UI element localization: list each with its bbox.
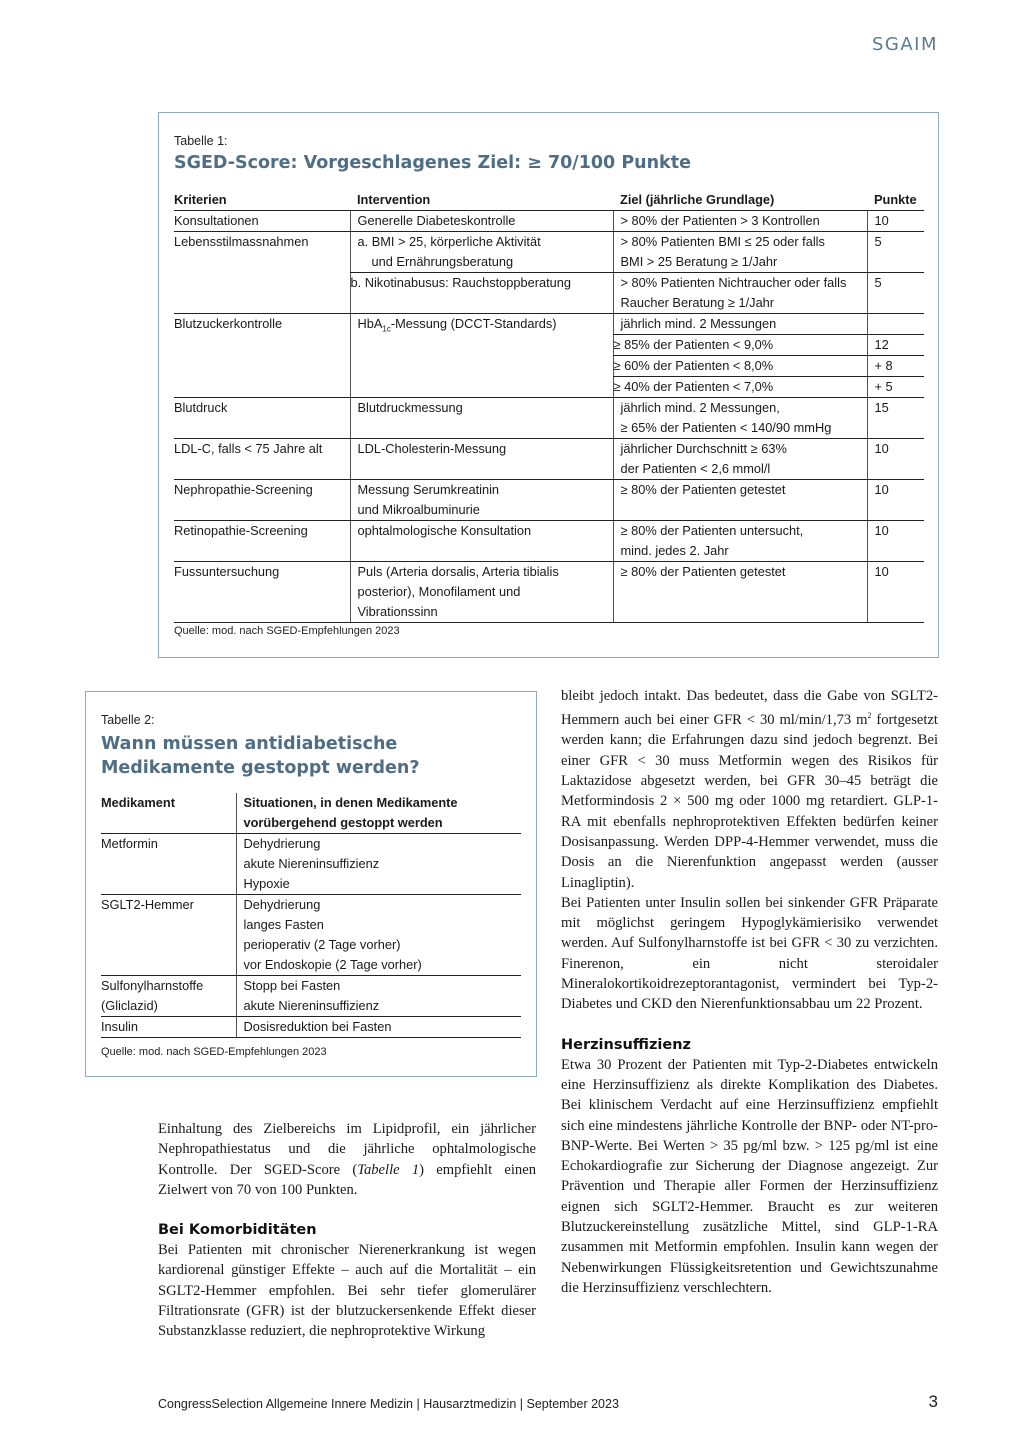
table-cell — [613, 273, 867, 314]
table-cell — [350, 562, 613, 623]
cell-line: ≥ 80% der Patienten untersucht, — [620, 523, 804, 538]
table-cell: Dosisreduktion bei Fasten — [236, 1017, 521, 1038]
cell-line: Sulfonylharnstoffe — [101, 978, 204, 993]
cell-line: Puls (Arteria dorsalis, Arteria tibialis — [357, 564, 559, 579]
table2-header-row — [101, 793, 521, 834]
right-column — [561, 686, 938, 1298]
table-cell: jährlich mind. 2 Messungen — [613, 314, 867, 335]
cell-line: Messung Serumkreatinin — [357, 482, 500, 497]
table2-box — [85, 691, 537, 1077]
table1-header: Ziel (jährliche Grundlage) — [613, 190, 867, 211]
table-row — [101, 834, 521, 895]
text-span: Einhaltung des Zielbereichs im Lipidprofil, ein jährlicher Nephropathiestatus und die jährliche ophtalmologische Kontrolle. Der SGED-Score ( — [158, 1121, 536, 1178]
table-cell — [350, 232, 613, 273]
cell-line: akute Niereninsuffizienz — [243, 998, 380, 1013]
table-cell — [236, 895, 521, 976]
table-cell — [350, 314, 613, 398]
table-row — [101, 976, 521, 1017]
table-cell: ≥ 85% der Patienten < 9,0% — [613, 335, 867, 356]
cell-line: > 80% Patienten Nichtraucher oder falls — [620, 275, 847, 290]
table-cell: + 5 — [867, 377, 924, 398]
cell-line: jährlich mind. 2 Messungen, — [620, 400, 780, 415]
table-cell: ophtalmologische Konsultation — [350, 521, 613, 562]
superscript: 2 — [867, 711, 872, 721]
table2-source: Quelle: mod. nach SGED-Empfehlungen 2023 — [101, 1046, 327, 1058]
table-cell: LDL-C, falls < 75 Jahre alt — [174, 439, 350, 480]
cell-line: BMI > 25 Beratung ≥ 1/Jahr — [620, 254, 778, 269]
table-cell: Konsultationen — [174, 211, 350, 232]
table-cell — [350, 480, 613, 521]
table-row — [174, 398, 924, 439]
text-span: bleibt jedoch intakt. Das bedeutet, dass die Gabe von SGLT2-Hemmern auch bei einer GFR < 30 ml/min/1,73 m — [561, 688, 938, 729]
table-cell: + 8 — [867, 356, 924, 377]
table-reference: Tabelle 1 — [357, 1161, 420, 1178]
paragraph: Etwa 30 Prozent der Patienten mit Typ-2-Diabetes entwickeln eine Herzinsuffizienz als direkte Komplikation des Diabetes. Bei klinischem Verdacht auf eine Herzinsuffizienz empfiehlt sich eine mindestens jährliche Kontrolle der BNP- oder NT-pro-BNP-Werte. Bei Werten > 35 pg/ml bzw. > 125 pg/ml ist eine Echokardiografie zur Sicherung der Diagnose angezeigt. Zur Prävention und Therapie aller Formen der Herzinsuffizienz eignen sich SGLT2-Hemmer. Braucht es zur weiteren Blutzuckereinstellung zusätzliche Mittel, sind GLP-1-RA zusammen mit Metformin empfohlen. Insulin kann wegen der Nebenwirkungen Flüssigkeitsretention und Gewichtszunahme die Herzinsuffizienz verschlechtern. — [561, 1056, 938, 1296]
section-heading: Herzinsuffizienz — [561, 1036, 691, 1053]
table-cell: Metformin — [101, 834, 236, 895]
cell-line: vor Endoskopie (2 Tage vorher) — [243, 957, 422, 972]
paragraph: Bei Patienten unter Insulin sollen bei sinkender GFR Präparate mit möglichst geringem Hypoglykämierisiko verwendet werden. Auf Sulfonylharnstoffe ist bei GFR < 30 zu verzichten. Finerenon, ein nicht steroidaler Mineralokortikoidrezeptorantagonist, vermindert bei Typ-2-Diabetes und CKD den Nierenfunktionsabbau um 22 Prozent. — [561, 894, 938, 1013]
text-span: ) empfiehlt einen Zielwert von 70 von 100 Punkten. — [158, 1161, 536, 1198]
paragraph — [561, 686, 938, 893]
table1-label: Tabelle 1: — [174, 134, 228, 148]
table-cell: 12 — [867, 335, 924, 356]
header-line: vorübergehend gestoppt werden — [243, 815, 443, 830]
table-row — [174, 211, 924, 232]
paragraph — [158, 1119, 536, 1200]
table2 — [101, 793, 521, 1038]
table-cell: 10 — [867, 211, 924, 232]
table-row — [174, 314, 924, 335]
page-number: 3 — [928, 1392, 938, 1411]
table-cell: Insulin — [101, 1017, 236, 1038]
table-cell: Blutzuckerkontrolle — [174, 314, 350, 398]
table-cell: ≥ 60% der Patienten < 8,0% — [613, 356, 867, 377]
cell-line: Dehydrierung — [243, 836, 321, 851]
table-cell: 5 — [867, 232, 924, 273]
cell-line: Raucher Beratung ≥ 1/Jahr — [620, 295, 775, 310]
table1-title: SGED-Score: Vorgeschlagenes Ziel: ≥ 70/100 Punkte — [174, 153, 691, 173]
table2-header — [236, 793, 521, 834]
table-cell: Blutdruckmessung — [350, 398, 613, 439]
table2-header: Medikament — [101, 793, 236, 834]
table1-header: Punkte — [867, 190, 924, 211]
table-cell: ≥ 80% der Patienten getestet — [613, 562, 867, 623]
table1 — [174, 190, 924, 623]
table-cell: Retinopathie-Screening — [174, 521, 350, 562]
table-cell: 10 — [867, 439, 924, 480]
table-cell: Blutdruck — [174, 398, 350, 439]
table-cell: 15 — [867, 398, 924, 439]
table-cell: b. Nikotinabusus: Rauchstoppberatung — [350, 273, 613, 314]
table1-box — [158, 112, 939, 658]
table-cell: > 80% der Patienten > 3 Kontrollen — [613, 211, 867, 232]
cell-line: Dehydrierung — [243, 897, 321, 912]
table-row — [174, 521, 924, 562]
table-cell: SGLT2-Hemmer — [101, 895, 236, 976]
table1-header: Kriterien — [174, 190, 350, 211]
table1-header: Intervention — [350, 190, 613, 211]
table-cell — [867, 314, 924, 335]
table-row — [174, 480, 924, 521]
table-cell — [613, 439, 867, 480]
table-row — [174, 562, 924, 623]
cell-line: akute Niereninsuffizienz — [243, 856, 380, 871]
table-cell: 5 — [867, 273, 924, 314]
cell-line: Stopp bei Fasten — [243, 978, 341, 993]
brand-logo: SGAIM — [871, 34, 938, 55]
table-cell — [236, 976, 521, 1017]
table-cell: ≥ 40% der Patienten < 7,0% — [613, 377, 867, 398]
table-cell — [613, 398, 867, 439]
table2-title: Wann müssen antidiabetische Medikamente gestoppt werden? — [101, 734, 420, 778]
cell-line: perioperativ (2 Tage vorher) — [243, 937, 401, 952]
cell-line: mind. jedes 2. Jahr — [620, 543, 729, 558]
table-cell: LDL-Cholesterin-Messung — [350, 439, 613, 480]
table-row — [174, 232, 924, 273]
table-cell: Lebensstilmassnahmen — [174, 232, 350, 314]
cell-line: Vibrationssinn — [357, 604, 438, 619]
table-cell: Generelle Diabeteskontrolle — [350, 211, 613, 232]
table-cell: 10 — [867, 562, 924, 623]
cell-line: und Ernährungsberatung — [371, 254, 514, 269]
cell-line: Hypoxie — [243, 876, 290, 891]
left-column — [158, 1119, 536, 1342]
table-cell — [613, 232, 867, 273]
table-cell — [236, 834, 521, 895]
text-span: fortgesetzt werden kann; die Erfahrungen dazu sind jedoch begrenzt. Bei einer GFR < 30 muss Metformin wegen des Risikos für Laktazidose abgesetzt werden, bei GFR 30–45 beträgt die Metformindosis 2 × 500 mg oder 1000 mg retardiert. GLP-1-RA mit ebenfalls nephroprotektiven Effekten bedürfen keiner Dosisanpassung. Werden DPP-4-Hemmer verwendet, muss die Dosis an die Nierenfunktion angepasst werden (ausser Linagliptin). — [561, 712, 938, 891]
section-heading: Bei Komorbiditäten — [158, 1222, 317, 1239]
cell-line: langes Fasten — [243, 917, 324, 932]
table1-header-row — [174, 190, 924, 211]
table-cell: Fussuntersuchung — [174, 562, 350, 623]
cell-line: a. BMI > 25, körperliche Aktivität — [357, 234, 541, 249]
hba-subscript: 1c — [382, 324, 391, 334]
cell-line: jährlicher Durchschnitt ≥ 63% — [620, 441, 787, 456]
cell-line: und Mikroalbuminurie — [357, 502, 480, 517]
hba-text: -Messung (DCCT-Standards) — [390, 316, 557, 331]
hba-text: HbA — [357, 316, 383, 331]
table2-label: Tabelle 2: — [101, 713, 155, 727]
table-row — [101, 1017, 521, 1038]
table-cell — [101, 976, 236, 1017]
table1-source: Quelle: mod. nach SGED-Empfehlungen 2023 — [174, 625, 400, 637]
table-row — [101, 895, 521, 976]
table-cell: 10 — [867, 521, 924, 562]
cell-line: posterior), Monofilament und — [357, 584, 521, 599]
table-row — [174, 439, 924, 480]
cell-line: > 80% Patienten BMI ≤ 25 oder falls — [620, 234, 825, 249]
cell-line: ≥ 65% der Patienten < 140/90 mmHg — [620, 420, 832, 435]
table-cell: 10 — [867, 480, 924, 521]
footer-text: CongressSelection Allgemeine Innere Medizin | Hausarztmedizin | September 2023 — [158, 1397, 619, 1411]
paragraph: Bei Patienten mit chronischer Nierenerkrankung ist wegen kardiorenal günstiger Effekte – auch auf die Mortalität – ein SGLT2-Hemmer empfohlen. Bei sehr tiefer glomerulärer Filtrationsrate (GFR) ist der blutzuckersenkende Effekt dieser Substanzklasse reduziert, die nephroprotektive Wirkung — [158, 1242, 536, 1340]
header-line: Situationen, in denen Medikamente — [243, 795, 458, 810]
table-cell: Nephropathie-Screening — [174, 480, 350, 521]
cell-line: der Patienten < 2,6 mmol/l — [620, 461, 771, 476]
table-cell: ≥ 80% der Patienten getestet — [613, 480, 867, 521]
cell-line: (Gliclazid) — [101, 998, 158, 1013]
table-cell — [613, 521, 867, 562]
